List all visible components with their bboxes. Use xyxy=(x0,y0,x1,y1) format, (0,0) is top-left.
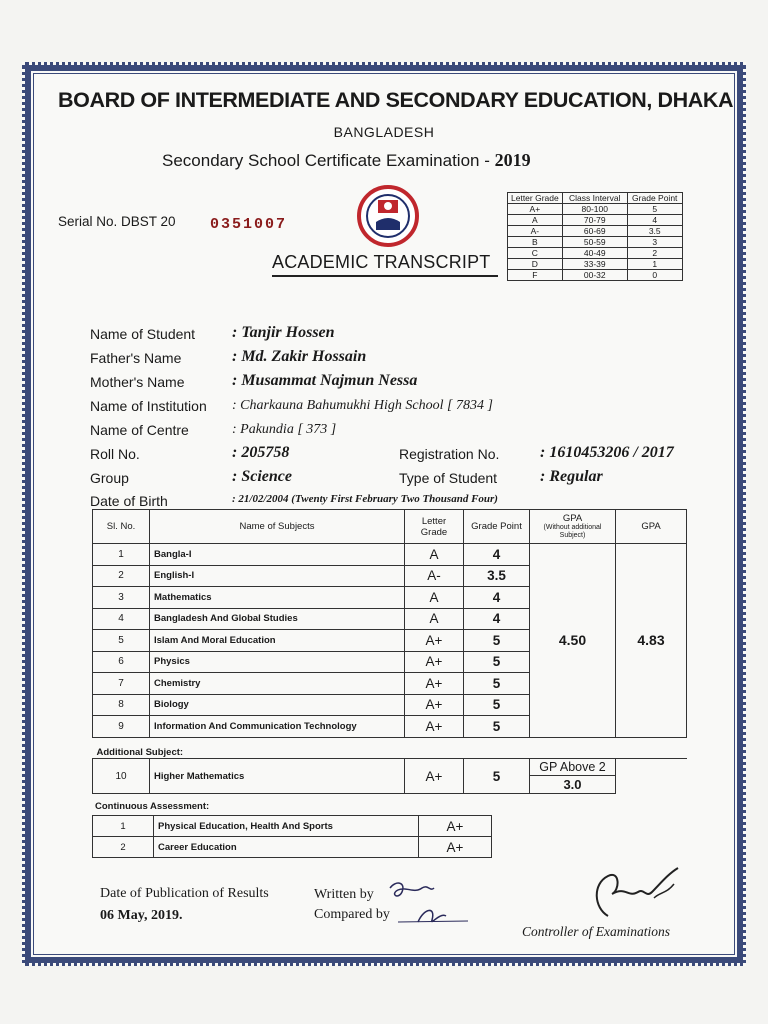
grade-point-header: Grade Point xyxy=(464,510,530,544)
registration-label: Registration No. xyxy=(399,446,500,462)
sl-cell: 3 xyxy=(93,587,150,609)
grading-header: Letter Grade xyxy=(508,193,563,204)
gpa-without-note: (Without additional Subject) xyxy=(543,524,602,539)
letter-grade-cell: A+ xyxy=(405,630,464,652)
sl-header: Sl. No. xyxy=(93,510,150,544)
title-underline xyxy=(272,275,498,277)
sl-cell: 6 xyxy=(93,651,150,673)
table-row xyxy=(93,837,492,858)
sl-cell: 10 xyxy=(93,759,150,794)
registration-number: : 1610453206 / 2017 xyxy=(540,444,674,461)
exam-year: 2019 xyxy=(494,150,531,170)
centre-label: Name of Centre xyxy=(90,422,189,438)
sl-cell: 5 xyxy=(93,630,150,652)
grade-point-cell: 5 xyxy=(464,759,530,794)
letter-grade-header: Letter Grade xyxy=(405,510,464,544)
gp-above-value: 3.0 xyxy=(563,777,582,792)
initials-signature-icon xyxy=(384,878,484,928)
table-row xyxy=(93,544,687,566)
controller-signature-icon xyxy=(586,864,696,924)
results-table xyxy=(92,509,687,794)
grading-cell: 3 xyxy=(627,237,682,248)
assessment-name: Physical Education, Health And Sports xyxy=(154,816,419,837)
subject-cell: Physics xyxy=(150,651,405,673)
gpa-value: 4.83 xyxy=(616,544,687,738)
grade-point-cell: 3.5 xyxy=(464,565,530,587)
grading-cell: 50-59 xyxy=(562,237,627,248)
grading-cell: 2 xyxy=(627,248,682,259)
serial-number: 0351007 xyxy=(210,216,288,233)
subject-cell: Information And Communication Technology xyxy=(150,716,405,738)
student-name: : Tanjir Hossen xyxy=(232,324,335,341)
board-title: BOARD OF INTERMEDIATE AND SECONDARY EDUCATION, DHAKA xyxy=(58,88,734,112)
serial-label: Serial No. DBST 20 xyxy=(58,214,176,229)
letter-grade-cell: A+ xyxy=(405,716,464,738)
grading-header: Grade Point xyxy=(627,193,682,204)
sl-cell: 4 xyxy=(93,608,150,630)
sl-cell: 9 xyxy=(93,716,150,738)
empty-cell xyxy=(616,759,687,794)
written-by-label: Written by xyxy=(314,887,374,902)
subject-cell: Bangla-I xyxy=(150,544,405,566)
grade-point-cell: 5 xyxy=(464,673,530,695)
grading-cell: 4 xyxy=(627,215,682,226)
student-type-label: Type of Student xyxy=(399,470,498,486)
sl-cell: 1 xyxy=(93,544,150,566)
subject-cell: Higher Mathematics xyxy=(150,759,405,794)
subject-cell: English-I xyxy=(150,565,405,587)
subject-cell: Islam And Moral Education xyxy=(150,630,405,652)
additional-subject-label: Additional Subject: xyxy=(93,737,687,759)
grade-point-cell: 4 xyxy=(464,587,530,609)
subject-cell: Mathematics xyxy=(150,587,405,609)
letter-grade-cell: A- xyxy=(405,565,464,587)
grade-point-cell: 5 xyxy=(464,651,530,673)
grading-cell: 3.5 xyxy=(627,226,682,237)
grading-cell: 80-100 xyxy=(562,204,627,215)
mother-name-label: Mother's Name xyxy=(90,374,185,390)
table-row xyxy=(93,816,492,837)
sl-cell: 7 xyxy=(93,673,150,695)
letter-grade-cell: A+ xyxy=(405,651,464,673)
assessment-grade: A+ xyxy=(419,816,492,837)
dob-label: Date of Birth xyxy=(90,493,168,509)
gp-above-label: GP Above 2 xyxy=(530,759,615,776)
subject-cell: Bangladesh And Global Studies xyxy=(150,608,405,630)
country-label: BANGLADESH xyxy=(333,124,435,140)
compared-by-label: Compared by xyxy=(314,907,390,922)
letter-grade-cell: A+ xyxy=(405,673,464,695)
roll-label: Roll No. xyxy=(90,446,140,462)
board-seal-icon xyxy=(356,184,420,248)
grading-cell: B xyxy=(508,237,563,248)
grading-scale-table xyxy=(507,192,683,281)
grading-cell: 5 xyxy=(627,204,682,215)
controller-label: Controller of Examinations xyxy=(522,924,670,939)
group-value: : Science xyxy=(232,468,292,485)
dob-value: : 21/02/2004 (Twenty First February Two Thousand Four) xyxy=(232,493,498,505)
letter-grade-cell: A+ xyxy=(405,759,464,794)
sl-cell: 1 xyxy=(93,816,154,837)
grading-cell: A xyxy=(508,215,563,226)
continuous-assessment-label: Continuous Assessment: xyxy=(95,801,210,812)
sl-cell: 2 xyxy=(93,837,154,858)
table-row xyxy=(93,759,687,794)
mother-name: : Musammat Najmun Nessa xyxy=(232,372,418,389)
letter-grade-cell: A xyxy=(405,608,464,630)
grading-cell: A- xyxy=(508,226,563,237)
grading-cell: 40-49 xyxy=(562,248,627,259)
gpa-header: GPA xyxy=(616,510,687,544)
exam-name: Secondary School Certificate Examination - xyxy=(162,151,490,170)
letter-grade-cell: A xyxy=(405,587,464,609)
assessment-grade: A+ xyxy=(419,837,492,858)
father-name-label: Father's Name xyxy=(90,350,182,366)
publication-date: 06 May, 2019. xyxy=(100,908,183,923)
continuous-assessment-table xyxy=(92,815,492,858)
student-name-label: Name of Student xyxy=(90,326,196,342)
group-label: Group xyxy=(90,470,129,486)
letter-grade-cell: A+ xyxy=(405,694,464,716)
sl-cell: 8 xyxy=(93,694,150,716)
exam-title xyxy=(162,150,531,171)
gpa-without-title: GPA xyxy=(562,513,583,524)
institution-name: : Charkauna Bahumukhi High School [ 7834 ] xyxy=(232,398,493,413)
subject-cell: Chemistry xyxy=(150,673,405,695)
gpa-without-header xyxy=(530,510,616,544)
sl-cell: 2 xyxy=(93,565,150,587)
grade-point-cell: 5 xyxy=(464,716,530,738)
letter-grade-cell: A xyxy=(405,544,464,566)
grade-point-cell: 4 xyxy=(464,544,530,566)
gpa-without-value: 4.50 xyxy=(530,544,616,738)
assessment-name: Career Education xyxy=(154,837,419,858)
grading-cell: 70-79 xyxy=(562,215,627,226)
roll-number: : 205758 xyxy=(232,444,290,461)
grading-cell: C xyxy=(508,248,563,259)
document-title: ACADEMIC TRANSCRIPT xyxy=(272,252,491,272)
grading-cell: A+ xyxy=(508,204,563,215)
grading-cell: D xyxy=(508,259,563,270)
grading-cell: 00-32 xyxy=(562,270,627,281)
subject-cell: Biology xyxy=(150,694,405,716)
father-name: : Md. Zakir Hossain xyxy=(232,348,367,365)
grading-header: Class Interval xyxy=(562,193,627,204)
institution-label: Name of Institution xyxy=(90,398,207,414)
grading-cell: F xyxy=(508,270,563,281)
grade-point-cell: 4 xyxy=(464,608,530,630)
grading-cell: 33-39 xyxy=(562,259,627,270)
grade-point-cell: 5 xyxy=(464,630,530,652)
grading-cell: 0 xyxy=(627,270,682,281)
grading-cell: 1 xyxy=(627,259,682,270)
gp-above-cell xyxy=(530,759,616,794)
grade-point-cell: 5 xyxy=(464,694,530,716)
centre-name: : Pakundia [ 373 ] xyxy=(232,422,337,437)
grading-cell: 60-69 xyxy=(562,226,627,237)
publication-label: Date of Publication of Results xyxy=(100,886,269,901)
subject-header: Name of Subjects xyxy=(150,510,405,544)
student-type-value: : Regular xyxy=(540,468,603,485)
